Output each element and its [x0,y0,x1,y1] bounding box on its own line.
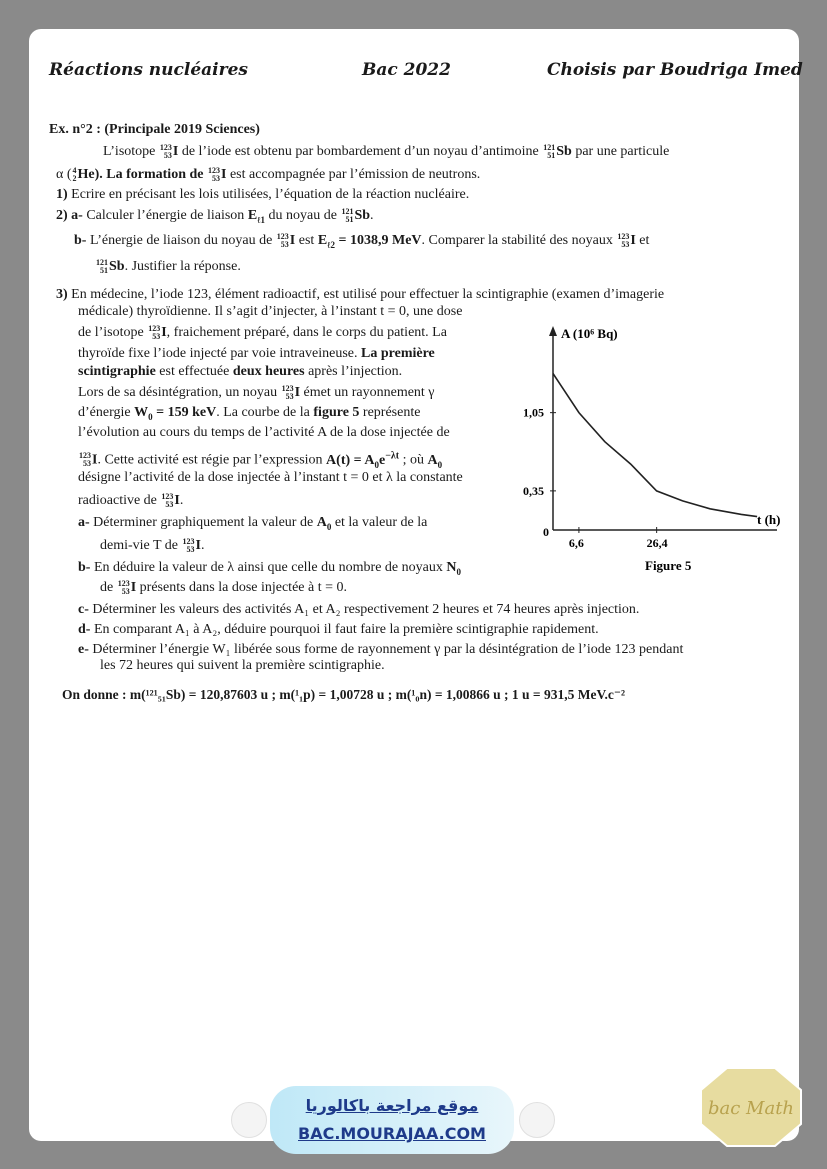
origin-label: 0 [543,525,549,539]
y-axis-arrow [549,326,557,336]
question-3c: c- Déterminer les valeurs des activités A₁ et A₂ respectivement 2 heures et 74 heures après injection. [78,602,640,617]
question-3-line-6: Lors de sa désintégration, un noyau 123 53 I émet un rayonnement γ [78,383,435,401]
question-3-line-10: désigne l’activité de la dose injectée à l’instant t = 0 et λ la constante [78,470,463,485]
y-tick-label: 0,35 [523,483,544,498]
question-3-line-8: l’évolution au cours du temps de l’activité A de la dose injectée de [78,425,450,440]
header-chapter: Réactions nucléaires [49,60,248,80]
question-3-line-7: d’énergie $W_0 = 159$ keV. La courbe de la figure 5 représente [78,405,421,422]
book-logo-icon [231,1102,267,1138]
question-2a: 2) a- Calculer l’énergie de liaison $E_{\ell 1}$ du noyau de 121 51 Sb. [56,206,374,225]
question-3b: b- En déduire la valeur de λ ainsi que celle du nombre de noyaux $N_0$ [78,560,461,577]
x-tick-label: 26,4 [646,536,668,550]
question-3-line-2: médicale) thyroïdienne. Il s’agit d’injecter, à l’instant t = 0, une dose [78,304,463,319]
activity-decay-chart [515,318,785,583]
question-2b-cont: 121 51 Sb. Justifier la réponse. [96,257,241,275]
exercise-title: Ex. n°2 : (Principale 2019 Sciences) [49,122,260,137]
site-name-arabic[interactable]: موقع مراجعة باكالوريا [305,1096,479,1115]
intro-line-2: α ( 4 2 He). La formation de 123 53 I est accompagnée par l’émission de neutrons. [56,165,481,183]
question-3e-cont: les 72 heures qui suivent la première scintigraphie. [100,658,385,673]
y-tick-label: 1,05 [523,405,544,420]
question-3a: a- Déterminer graphiquement la valeur de $A_0$ et la valeur de la [78,515,428,532]
question-2b: b- L’énergie de liaison du noyau de 123 53 I est $E_{\ell 2} = 1038,9$ MeV. Comparer la stabilité des noyaux 123 53 I et [74,231,650,250]
x-tick-label: 6,6 [568,536,584,550]
header-year: Bac 2022 [362,60,451,80]
question-3-line-1: 3) En médecine, l’iode 123, élément radioactif, est utilisé pour effectuer la scintigraphie (examen d’imagerie [56,287,665,302]
header-author: Choisis par Boudriga Imed [547,60,803,80]
y-axis-label: A (10⁶ Bq) [561,326,618,341]
question-3a-cont: demi-vie T de 123 53 I. [100,536,205,554]
question-3-line-4: thyroïde fixe l’iode injecté par voie intraveineuse. La première [78,346,435,361]
question-3b-cont: de 123 53 I présents dans la dose injectée à t = 0. [100,578,347,596]
activity-curve [553,374,757,517]
question-3-line-9: 123 53 I. Cette activité est régie par l’expression $A(t) = A_0e^{-\lambda t}$ ; où $A_0$ [79,450,443,470]
question-3-line-5: scintigraphie est effectuée deux heures après l’injection. [78,364,403,379]
given-data: On donne : m(¹²¹₅₁Sb) = 120,87603 u ; m(¹₁p) = 1,00728 u ; m(¹₀n) = 1,00866 u ; 1 u = 931,5 MeV.c⁻² [62,687,626,702]
isotope-index: 123 53 [159,142,172,160]
bac-math-badge-icon [699,1066,803,1148]
book-logo-icon [519,1102,555,1138]
site-url-link[interactable]: BAC.MOURAJAA.COM [298,1124,486,1143]
question-3d: d- En comparant A₁ à A₂, déduire pourquoi il faut faire la première scintigraphie rapidement. [78,622,599,637]
x-axis-label: t (h) [757,512,781,527]
question-1: 1) Ecrire en précisant les lois utilisées, l’équation de la réaction nucléaire. [56,187,470,202]
question-3-line-11: radioactive de 123 53 I. [78,491,184,509]
figure-caption: Figure 5 [645,558,692,573]
question-3-line-3: de l’isotope 123 53 I, fraichement préparé, dans le corps du patient. La [78,323,447,341]
question-3e: e- Déterminer l’énergie W₁ libérée sous forme de rayonnement γ par la désintégration de l’iode 123 pendant [78,642,684,657]
intro-line-1: L’isotope 123 53 I de l’iode est obtenu par bombardement d’un noyau d’antimoine 121 51 Sb par une particule [103,142,670,160]
badge-text: bac Math [707,1098,795,1119]
